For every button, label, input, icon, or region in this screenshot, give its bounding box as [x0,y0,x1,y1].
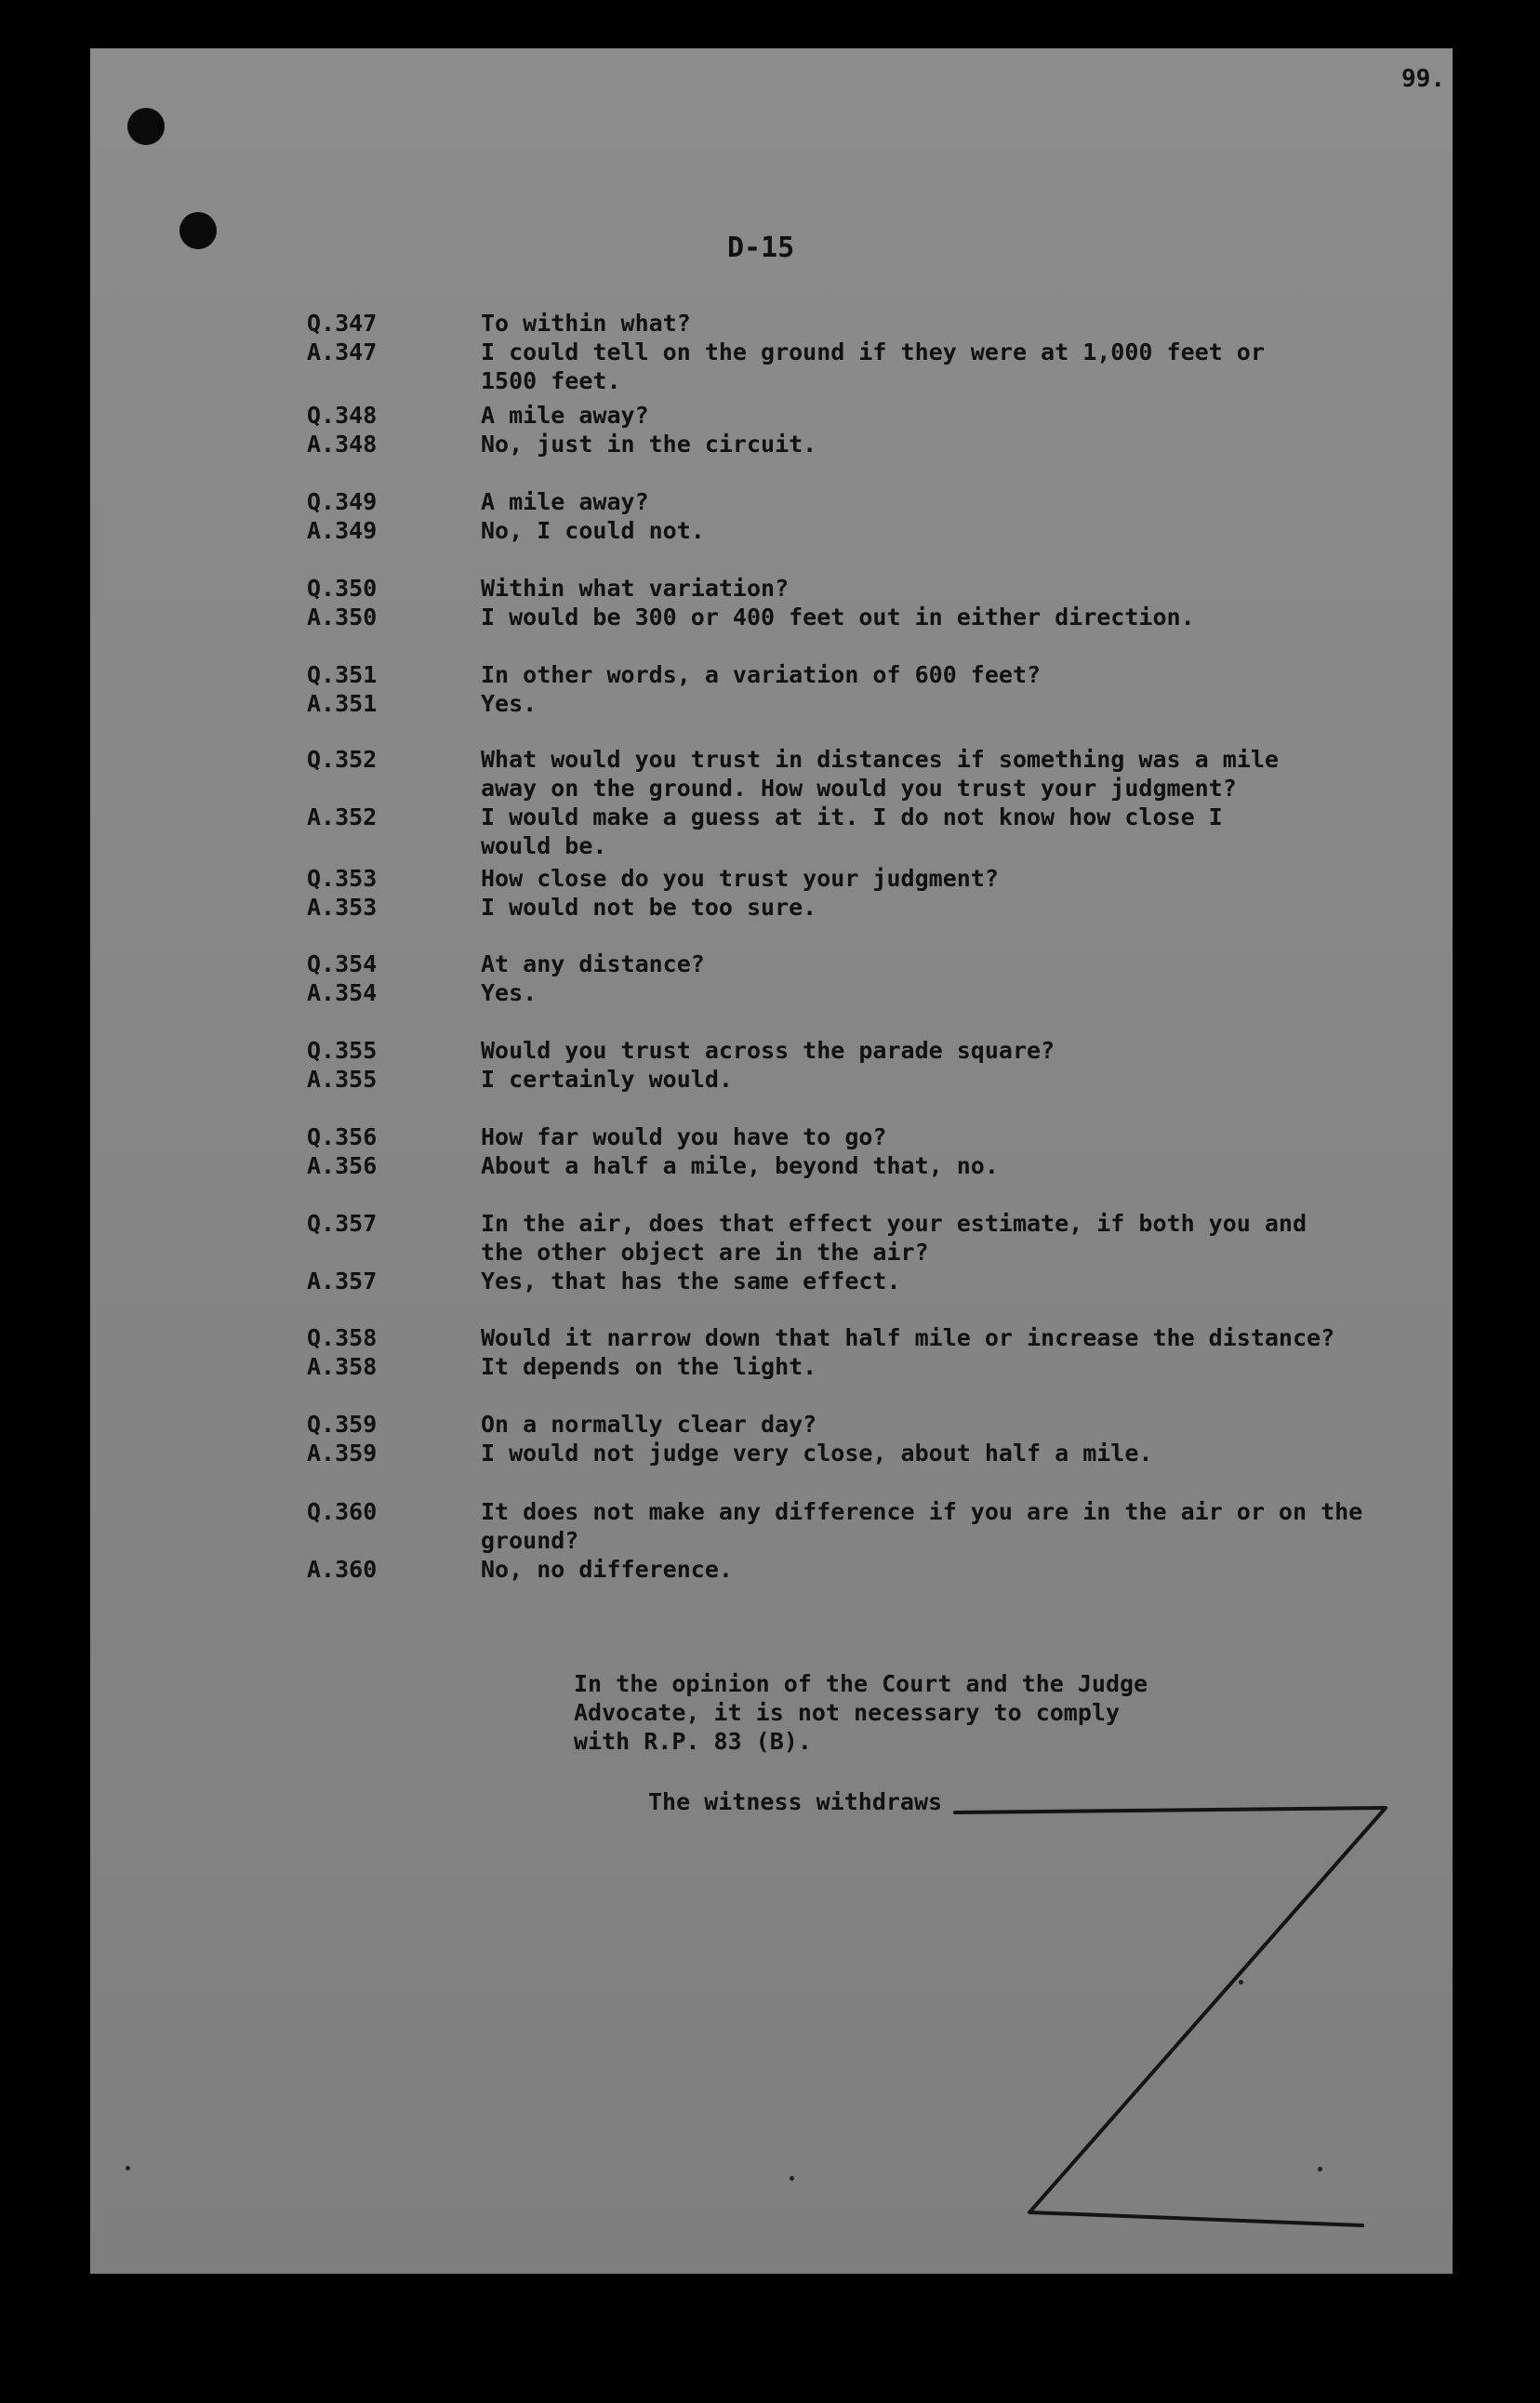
answer-number: A.350 [307,604,378,631]
question-number: Q.355 [307,1037,378,1064]
answer-line: would be. [481,832,607,859]
question-number: Q.351 [307,661,378,688]
question-number: Q.359 [307,1411,378,1438]
answer-number: A.347 [307,339,378,365]
corner-page-number: 99. [1401,65,1445,93]
question-line: How far would you have to go? [481,1123,887,1150]
answer-line: No, I could not. [481,517,705,544]
question-line: Would it narrow down that half mile or increase the distance? [481,1324,1335,1351]
question-number: Q.357 [307,1210,378,1237]
question-line: On a normally clear day? [481,1411,817,1438]
court-note-line: In the opinion of the Court and the Judge [574,1670,1148,1697]
answer-line: No, no difference. [481,1556,733,1583]
answer-number: A.354 [307,979,378,1006]
answer-line: Yes. [481,979,538,1006]
question-line: away on the ground. How would you trust your judgment? [481,775,1237,802]
speck [790,2176,794,2181]
answer-number: A.349 [307,517,378,544]
question-number: Q.348 [307,402,378,429]
answer-number: A.359 [307,1440,378,1467]
question-line: Would you trust across the parade square? [481,1037,1055,1064]
court-note-line: Advocate, it is not necessary to comply [574,1699,1120,1726]
speck [1239,1980,1243,1985]
answer-number: A.348 [307,431,378,458]
question-line: At any distance? [481,950,705,977]
answer-line: I could tell on the ground if they were at 1,000 feet or [481,339,1265,365]
question-line: In other words, a variation of 600 feet? [481,661,1042,688]
answer-line: I would not judge very close, about half a mile. [481,1440,1153,1467]
answer-line: I certainly would. [481,1066,733,1093]
witness-withdraws: The witness withdraws [648,1788,943,1815]
answer-line: I would make a guess at it. I do not know how close I [481,803,1223,830]
question-number: Q.352 [307,746,378,773]
court-note-line: with R.P. 83 (B). [574,1728,812,1755]
question-number: Q.350 [307,575,378,602]
question-line: Within what variation? [481,575,790,602]
question-line: It does not make any difference if you are in the air or on the [481,1498,1363,1525]
question-line: How close do you trust your judgment? [481,865,999,892]
answer-line: Yes. [481,690,538,717]
question-number: Q.353 [307,865,378,892]
question-line: To within what? [481,310,691,337]
question-line: In the air, does that effect your estimate, if both you and [481,1210,1308,1237]
question-line: A mile away? [481,488,649,515]
answer-line: I would be 300 or 400 feet out in either direction. [481,604,1195,631]
question-number: Q.360 [307,1498,378,1525]
question-line: A mile away? [481,402,649,429]
answer-line: It depends on the light. [481,1353,817,1380]
answer-number: A.353 [307,894,378,921]
question-number: Q.349 [307,488,378,515]
answer-line: I would not be too sure. [481,894,817,921]
question-line: the other object are in the air? [481,1239,929,1266]
question-number: Q.358 [307,1324,378,1351]
answer-number: A.358 [307,1353,378,1380]
answer-number: A.355 [307,1066,378,1093]
answer-line: 1500 feet. [481,367,621,394]
answer-line: About a half a mile, beyond that, no. [481,1152,999,1179]
answer-number: A.356 [307,1152,378,1179]
speck [126,2166,130,2171]
answer-number: A.360 [307,1556,378,1583]
answer-number: A.351 [307,690,378,717]
question-line: ground? [481,1527,579,1554]
answer-line: Yes, that has the same effect. [481,1268,901,1294]
answer-number: A.352 [307,803,378,830]
page-label: D-15 [727,232,795,264]
question-number: Q.354 [307,950,378,977]
question-number: Q.356 [307,1123,378,1150]
z-strike-mark [90,48,1453,2274]
question-number: Q.347 [307,310,378,337]
answer-number: A.357 [307,1268,378,1294]
answer-line: No, just in the circuit. [481,431,817,458]
question-line: What would you trust in distances if something was a mile [481,746,1279,773]
document-page [90,48,1453,2274]
speck [1318,2167,1322,2171]
